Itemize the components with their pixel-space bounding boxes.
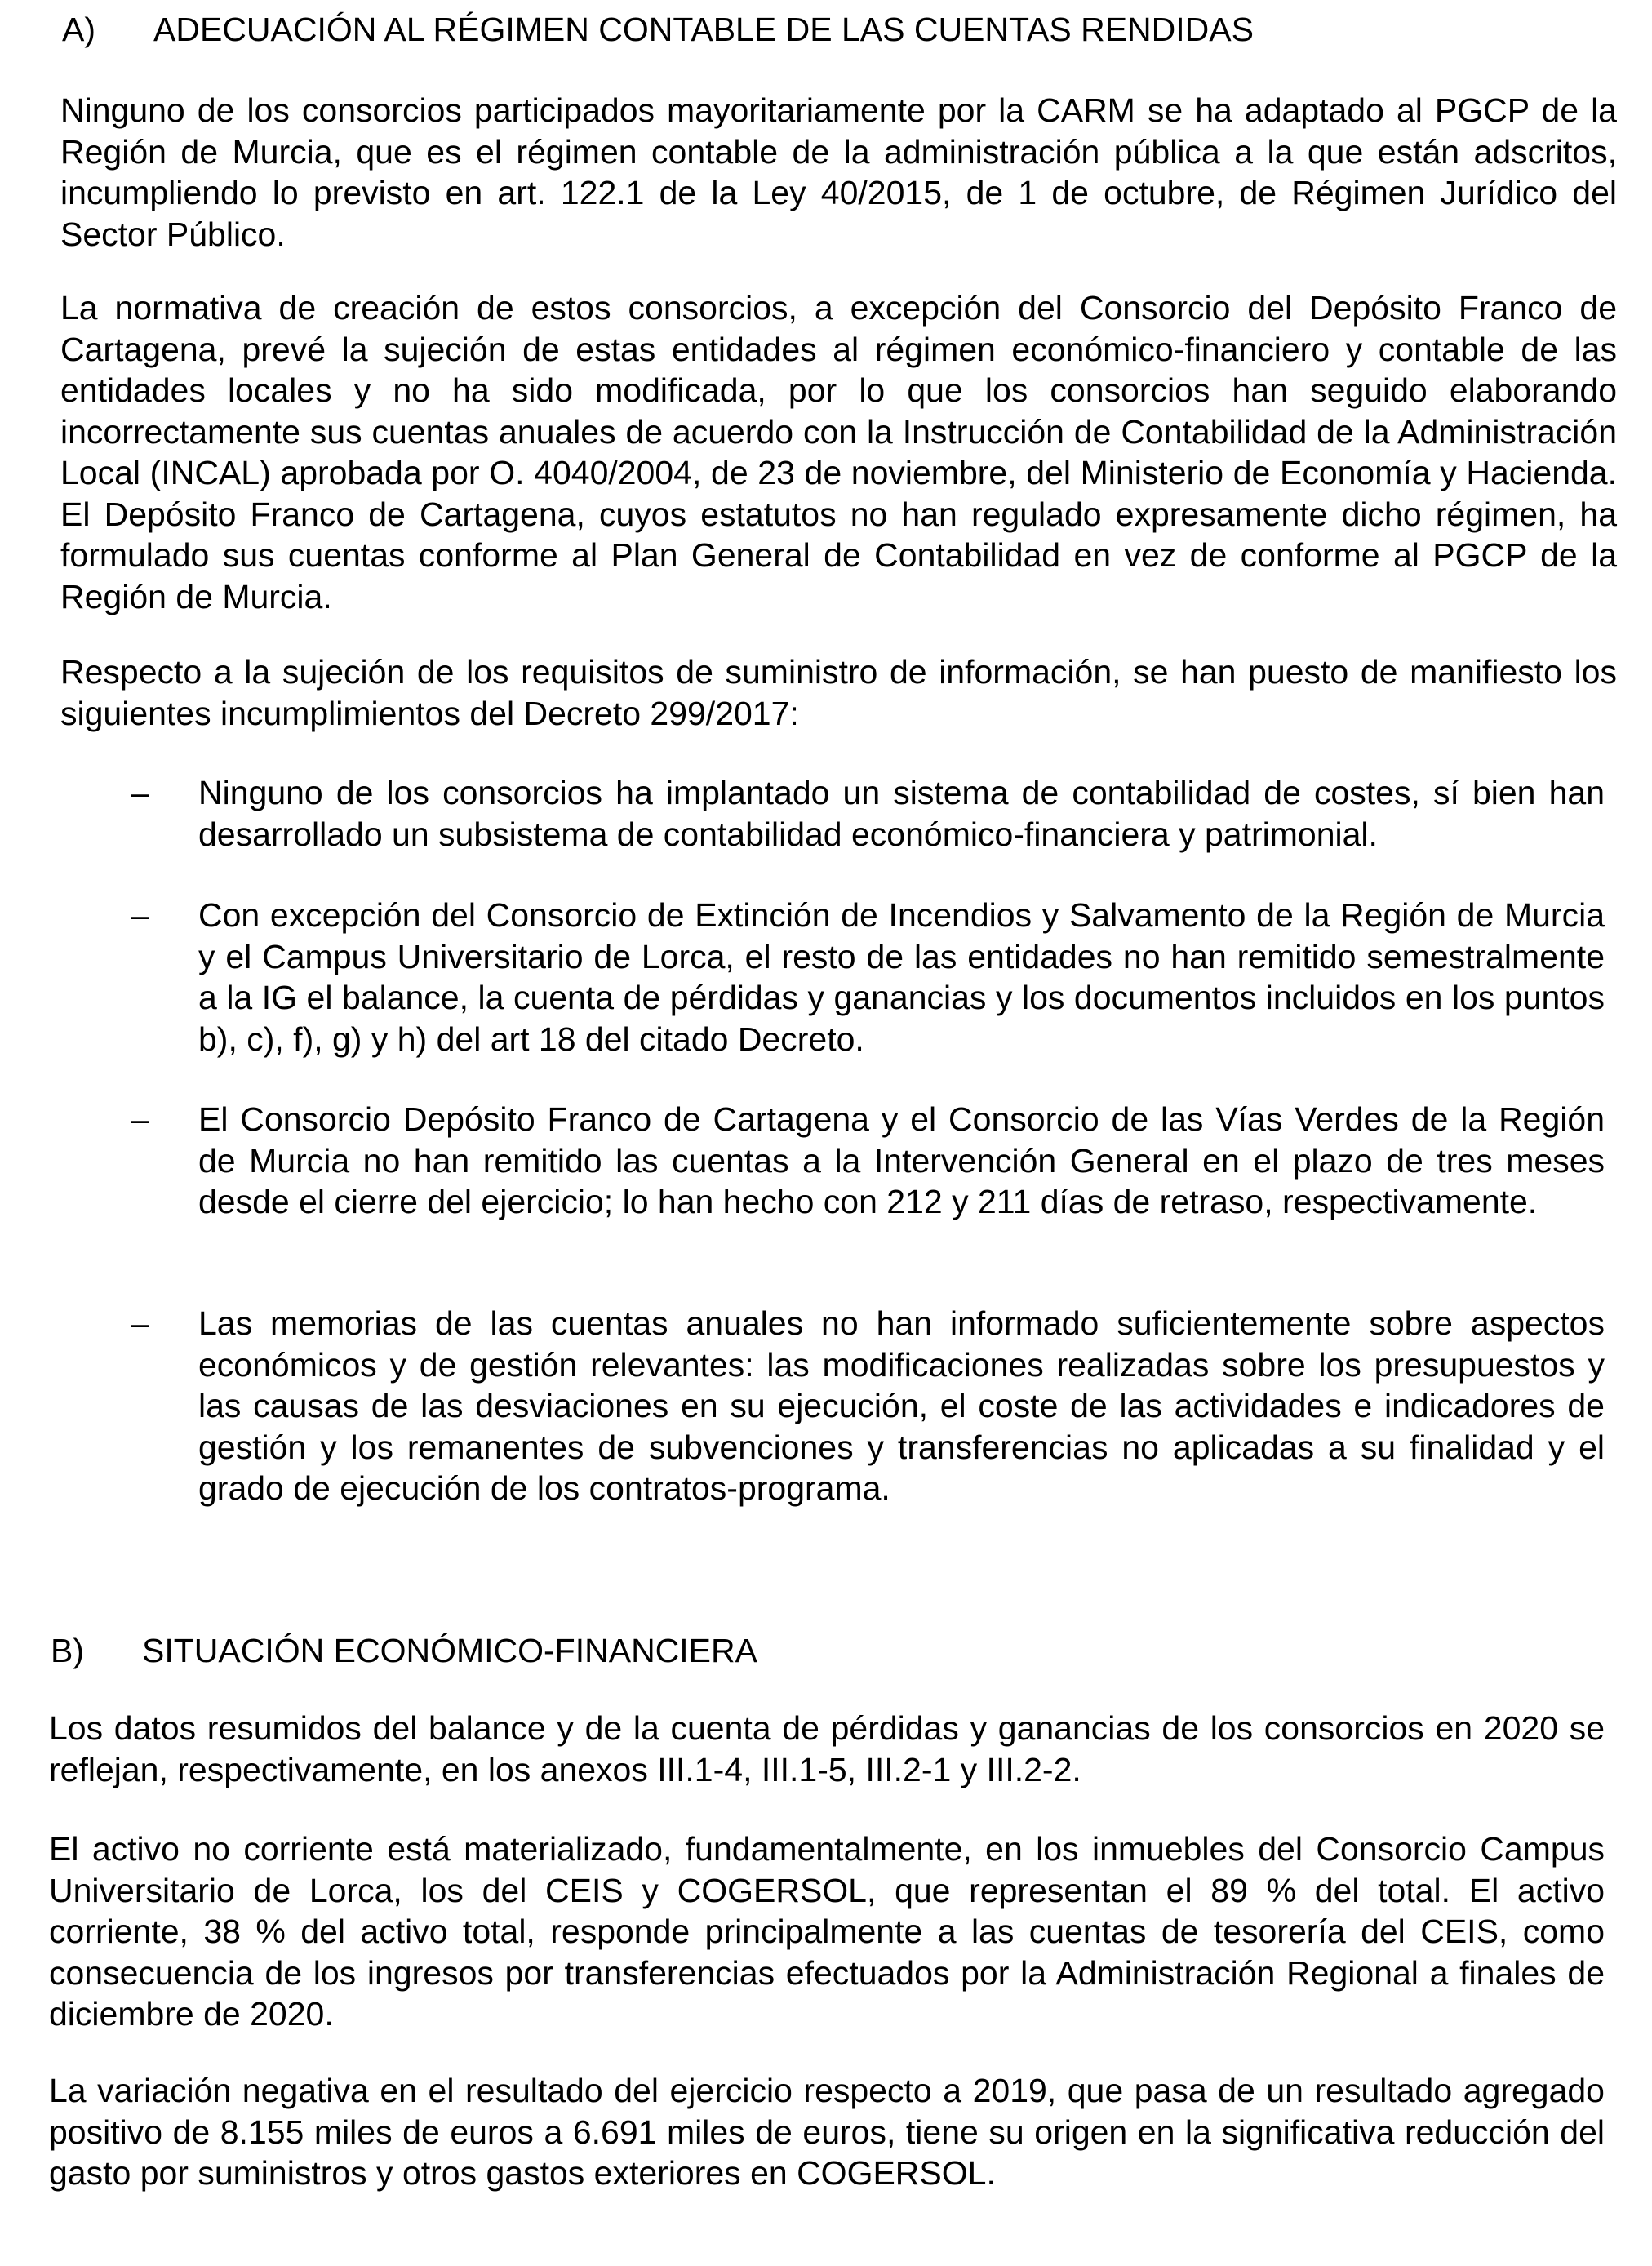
- section-b-heading: [51, 1629, 757, 1672]
- section-b-paragraph-3: La variación negativa en el resultado del ejercicio respecto a 2019, que pasa de un resultado agregado positivo de 8.155 miles de euros a 6.691 miles de euros, tiene su origen en la significativa reducción del gasto por suministros y otros gastos exteriores en COGERSOL.: [49, 2072, 1605, 2192]
- bullet-dash-icon: –: [131, 1304, 149, 1342]
- section-a-paragraph-3: Respecto a la sujeción de los requisitos de suministro de información, se han puesto de manifiesto los siguientes incumplimientos del Decreto 299/2017:: [60, 653, 1617, 732]
- bullet-text: Ninguno de los consorcios ha implantado un sistema de contabilidad de costes, sí bien han desarrollado un subsistema de contabilidad económico-financiera y patrimonial.: [198, 774, 1605, 853]
- section-a-title: ADECUACIÓN AL RÉGIMEN CONTABLE DE LAS CUENTAS RENDIDAS: [153, 11, 1254, 48]
- bullet-dash-icon: –: [131, 774, 149, 811]
- section-a-paragraph-2: La normativa de creación de estos consorcios, a excepción del Consorcio del Depósito Franco de Cartagena, prevé la sujeción de estas entidades al régimen económico-financiero y contable de las entidades locales y no ha sido modificada, por lo que los consorcios han seguido elaborando incorrectamente sus cuentas anuales de acuerdo con la Instrucción de Contabilidad de la Administración Local (INCAL) aprobada por O. 4040/2004, de 23 de noviembre, del Ministerio de Economía y Hacienda. El Depósito Franco de Cartagena, cuyos estatutos no han regulado expresamente dicho régimen, ha formulado sus cuentas conforme al Plan General de Contabilidad en vez de conforme al PGCP de la Región de Murcia.: [60, 289, 1617, 615]
- section-b-paragraph-1: Los datos resumidos del balance y de la cuenta de pérdidas y ganancias de los consorcios en 2020 se reflejan, respectivamente, en los anexos III.1-4, III.1-5, III.2-1 y III.2-2.: [49, 1709, 1605, 1788]
- section-b-title: SITUACIÓN ECONÓMICO-FINANCIERA: [142, 1632, 757, 1669]
- section-b-paragraph-2: El activo no corriente está materializado, fundamentalmente, en los inmuebles del Consorcio Campus Universitario de Lorca, los del CEIS y COGERSOL, que representan el 89 % del total. El activo corriente, 38 % del activo total, responde principalmente a las cuentas de tesorería del CEIS, como consecuencia de los ingresos por transferencias efectuados por la Administración Regional a finales de diciembre de 2020.: [49, 1830, 1605, 2033]
- section-b-letter: B): [51, 1632, 84, 1669]
- bullet-dash-icon: –: [131, 896, 149, 934]
- bullet-text: Las memorias de las cuentas anuales no han informado suficientemente sobre aspectos económicos y de gestión relevantes: las modificaciones realizadas sobre los presupuestos y las causas de las desviaciones en su ejecución, el coste de las actividades e indicadores de gestión y los remanentes de subvenciones y transferencias no aplicadas a su finalidad y el grado de ejecución de los contratos-programa.: [198, 1304, 1605, 1507]
- section-a-letter: A): [62, 11, 95, 48]
- bullet-dash-icon: –: [131, 1100, 149, 1138]
- section-a-heading: [62, 8, 1254, 51]
- section-a-paragraph-1: Ninguno de los consorcios participados mayoritariamente por la CARM se ha adaptado al PGCP de la Región de Murcia, que es el régimen contable de la administración pública a la que están adscritos, incumpliendo lo previsto en art. 122.1 de la Ley 40/2015, de 1 de octubre, de Régimen Jurídico del Sector Público.: [60, 91, 1617, 253]
- bullet-text: Con excepción del Consorcio de Extinción de Incendios y Salvamento de la Región de Murcia y el Campus Universitario de Lorca, el resto de las entidades no han remitido semestralmente a la IG el balance, la cuenta de pérdidas y ganancias y los documentos incluidos en los puntos b), c), f), g) y h) del art 18 del citado Decreto.: [198, 896, 1605, 1058]
- bullet-text: El Consorcio Depósito Franco de Cartagena y el Consorcio de las Vías Verdes de la Región de Murcia no han remitido las cuentas a la Intervención General en el plazo de tres meses desde el cierre del ejercicio; lo han hecho con 212 y 211 días de retraso, respectivamente.: [198, 1100, 1605, 1220]
